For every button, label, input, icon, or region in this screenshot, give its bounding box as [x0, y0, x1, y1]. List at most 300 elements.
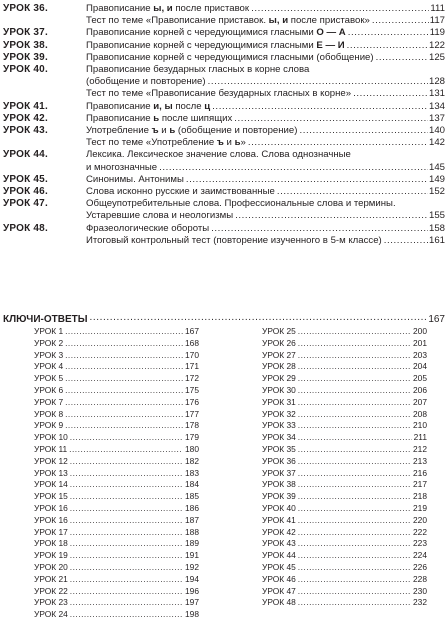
dot-leader [298, 385, 411, 397]
dot-leader [65, 326, 183, 338]
toc-line[interactable] [86, 162, 445, 174]
toc-entry [0, 64, 447, 101]
answer-key-row[interactable] [262, 586, 427, 598]
dot-leader [70, 432, 183, 444]
title-text: Правописание [86, 100, 154, 112]
title-text: после приставок» [288, 15, 370, 27]
toc-line-title [86, 186, 275, 198]
answer-key-page: 213 [413, 455, 427, 466]
dot-leader [298, 479, 411, 491]
answer-key-page: 210 [413, 420, 427, 431]
answer-key-label: УРОК 37 [262, 467, 296, 478]
answer-key-label: УРОК 3 [34, 349, 64, 360]
toc-entry [0, 27, 447, 39]
lesson-number: УРОК 37. [3, 27, 48, 39]
dot-leader [298, 562, 411, 574]
answer-key-row[interactable] [262, 350, 427, 362]
lesson-number: УРОК 42. [3, 112, 48, 124]
toc-line[interactable] [86, 186, 445, 198]
dot-leader [298, 597, 411, 609]
emphasized-letters: ь [234, 137, 241, 149]
answer-key-label: УРОК 6 [34, 384, 64, 395]
lesson-number: УРОК 38. [3, 39, 48, 51]
answer-key-label: УРОК 16 [34, 502, 68, 513]
toc-line[interactable] [86, 64, 445, 76]
toc-line-title [86, 3, 249, 15]
answer-key-page: 175 [185, 384, 199, 395]
answer-key-page: 171 [185, 361, 199, 372]
title-text: Правописание корней с чередующимися гласными [86, 27, 317, 39]
dot-leader [65, 385, 183, 397]
answer-key-row[interactable] [262, 444, 427, 456]
answer-key-row[interactable] [262, 538, 427, 550]
title-text: Синонимы. Антонимы [86, 173, 184, 185]
answer-key-page: 216 [413, 467, 427, 478]
answer-key-page: 168 [185, 337, 199, 348]
answer-key-row[interactable] [262, 597, 427, 609]
answer-key-row[interactable] [262, 491, 427, 503]
lesson-number: УРОК 47. [3, 198, 48, 210]
page-number: 155 [428, 210, 445, 222]
emphasized-letters: ы, и [268, 15, 289, 27]
dot-leader [298, 409, 411, 421]
dot-leader [298, 574, 411, 586]
answer-key-row[interactable] [34, 527, 199, 539]
title-text: Устаревшие слова и неологизмы [86, 210, 234, 222]
toc-line-title [86, 174, 184, 186]
emphasized-letters: ъ [216, 137, 224, 149]
answer-key-page: 183 [185, 467, 199, 478]
answer-key-row[interactable] [34, 361, 199, 373]
toc-line-title [86, 125, 297, 137]
dot-leader [208, 76, 428, 88]
emphasized-letters: ц [204, 100, 211, 112]
lesson-number: УРОК 39. [3, 51, 48, 63]
answer-key-label: УРОК 8 [34, 408, 64, 419]
dot-leader [212, 101, 428, 113]
dot-leader [298, 491, 411, 503]
lesson-number: УРОК 36. [3, 3, 48, 14]
toc-line[interactable] [86, 235, 445, 247]
page-number: 145 [428, 161, 445, 173]
page-number: 152 [428, 185, 445, 197]
answer-key-row[interactable] [34, 468, 199, 480]
title-text: (обобщение и повторение) [86, 76, 206, 88]
title-text: Тест по теме «Употребление [86, 137, 217, 149]
dot-leader [298, 326, 411, 338]
toc-line[interactable] [86, 210, 445, 222]
answer-key-label: УРОК 21 [34, 573, 68, 584]
dot-leader [70, 597, 183, 609]
answer-key-label: УРОК 28 [262, 361, 296, 372]
answer-key-row[interactable] [34, 503, 199, 515]
answer-key-row[interactable] [34, 350, 199, 362]
dot-leader [70, 527, 183, 539]
dot-leader [248, 137, 428, 149]
answer-key-page: 187 [185, 514, 199, 525]
answer-key-row[interactable] [34, 562, 199, 574]
answer-key-row[interactable] [262, 562, 427, 574]
dot-leader [298, 527, 411, 539]
dot-leader [353, 88, 428, 100]
answer-key-label: УРОК 13 [34, 467, 68, 478]
answer-key-page: 204 [413, 361, 427, 372]
answer-key-label: УРОК 20 [34, 561, 68, 572]
dot-leader [159, 162, 428, 174]
answer-key-row[interactable] [34, 432, 199, 444]
dot-leader [298, 586, 411, 598]
answer-key-label: УРОК 26 [262, 337, 296, 348]
answer-key-row[interactable] [34, 397, 199, 409]
answer-key-page: 188 [185, 526, 199, 537]
title-text: и [158, 124, 170, 136]
answer-key-row[interactable] [262, 385, 427, 397]
dot-leader [65, 338, 183, 350]
dot-leader [298, 373, 411, 385]
dot-leader [235, 210, 428, 222]
dot-leader [251, 3, 429, 15]
toc-line-title [86, 88, 351, 100]
answer-key-label: УРОК 34 [262, 432, 296, 443]
dot-leader [234, 113, 428, 125]
page-number: 140 [428, 124, 445, 136]
toc-line-title [86, 101, 210, 113]
answer-key-page: 228 [413, 573, 427, 584]
title-text: Итоговый контрольный тест (повторение изученного в 5-м классе) [86, 234, 382, 246]
answer-key-label: УРОК 46 [262, 573, 296, 584]
answer-key-label: УРОК 22 [34, 585, 68, 596]
toc-line[interactable] [86, 40, 445, 52]
answer-key-page: 232 [413, 597, 427, 608]
answer-key-page: 176 [185, 396, 199, 407]
answer-key-page: 223 [413, 538, 427, 549]
answer-key-page: 200 [413, 326, 427, 336]
answer-key-page: 189 [185, 538, 199, 549]
answer-key-page: 222 [413, 526, 427, 537]
answer-key-page: 178 [185, 420, 199, 431]
answer-key-page: 205 [413, 373, 427, 384]
dot-leader [186, 174, 428, 186]
toc-line-title [86, 113, 232, 125]
dot-leader [347, 40, 428, 52]
answer-key-page: 180 [185, 443, 199, 454]
answer-key-label: УРОК 45 [262, 561, 296, 572]
title-text: Тест по теме «Правописание приставок. [86, 15, 269, 27]
answer-key-row[interactable] [34, 456, 199, 468]
toc-entry [0, 125, 447, 149]
dot-leader [298, 468, 411, 480]
dot-leader [384, 235, 428, 247]
answer-key-row[interactable] [262, 468, 427, 480]
dot-leader [70, 538, 183, 550]
answer-key-page: 224 [413, 550, 427, 561]
toc-line[interactable] [86, 113, 445, 125]
answer-key-page: 182 [185, 455, 199, 466]
page-number: 128 [428, 76, 445, 88]
emphasized-letters: и, ы [153, 100, 173, 112]
answer-key-page: 194 [185, 573, 199, 584]
dot-leader [299, 125, 428, 137]
answer-key-page: 211 [413, 432, 427, 443]
answers-section-page: 167 [428, 314, 445, 325]
answer-key-row[interactable] [262, 456, 427, 468]
dot-leader [211, 223, 428, 235]
answer-key-label: УРОК 23 [34, 597, 68, 608]
toc-entry [0, 186, 447, 198]
answer-key-row[interactable] [262, 479, 427, 491]
toc-line[interactable] [86, 101, 445, 113]
title-text: Правописание безударных гласных в корне слова [86, 63, 310, 75]
title-text: после шипящих [159, 112, 233, 124]
dot-leader [70, 479, 183, 491]
answer-key-label: УРОК 38 [262, 479, 296, 490]
answer-key-row[interactable] [34, 373, 199, 385]
toc-entry [0, 174, 447, 186]
title-text: Правописание корней с чередующимися гласными [86, 39, 317, 51]
toc-line-title [86, 162, 157, 174]
answer-key-label: УРОК 17 [34, 526, 68, 537]
dot-leader [376, 52, 428, 64]
answer-keys-right-column [262, 326, 427, 609]
title-text: после [172, 100, 205, 112]
page-number: 111 [430, 2, 445, 14]
answer-key-row[interactable] [262, 527, 427, 539]
answer-key-label: УРОК 48 [262, 597, 296, 608]
toc-entry [0, 40, 447, 52]
answer-key-label: УРОК 44 [262, 550, 296, 561]
answer-key-label: УРОК 25 [262, 326, 296, 336]
answer-key-row[interactable] [34, 550, 199, 562]
title-text: Правописание [86, 112, 154, 124]
answer-key-row[interactable] [34, 326, 199, 338]
answer-key-label: УРОК 29 [262, 373, 296, 384]
toc-entry [0, 3, 447, 27]
answer-key-label: УРОК 43 [262, 538, 296, 549]
answer-key-row[interactable] [262, 432, 427, 444]
answer-key-label: УРОК 9 [34, 420, 64, 431]
answer-key-label: УРОК 47 [262, 585, 296, 596]
page-number: 117 [429, 15, 445, 27]
toc-line[interactable] [86, 3, 445, 15]
answer-key-label: УРОК 5 [34, 373, 64, 384]
answer-key-label: УРОК 16 [34, 514, 68, 525]
toc-entry [0, 52, 447, 64]
answer-key-page: 186 [185, 502, 199, 513]
answer-key-page: 219 [413, 502, 427, 513]
toc-line-title [86, 235, 382, 247]
toc-line[interactable] [86, 149, 445, 161]
emphasized-letters: ь [169, 124, 176, 136]
answer-key-page: 226 [413, 561, 427, 572]
toc-line-title [86, 40, 345, 52]
answer-key-page: 197 [185, 597, 199, 608]
toc-line-title [86, 64, 309, 76]
answer-key-label: УРОК 35 [262, 443, 296, 454]
answer-key-row[interactable] [34, 574, 199, 586]
answer-key-page: 206 [413, 384, 427, 395]
toc-line-title [86, 15, 370, 27]
answer-key-label: УРОК 36 [262, 455, 296, 466]
answer-key-label: УРОК 15 [34, 491, 68, 502]
answer-key-row[interactable] [262, 397, 427, 409]
answer-key-page: 198 [185, 609, 199, 620]
answer-key-row[interactable] [34, 609, 199, 621]
page-number: 125 [428, 51, 445, 63]
toc-line[interactable] [86, 27, 445, 39]
toc-line[interactable] [86, 76, 445, 88]
answer-key-row[interactable] [34, 420, 199, 432]
answer-key-row[interactable] [34, 597, 199, 609]
answer-key-row[interactable] [262, 338, 427, 350]
answer-key-label: УРОК 1 [34, 326, 64, 336]
dot-leader [65, 350, 183, 362]
answer-key-page: 207 [413, 396, 427, 407]
dot-leader [298, 456, 411, 468]
answer-key-label: УРОК 32 [262, 408, 296, 419]
toc-line-title [86, 149, 351, 161]
answer-key-label: УРОК 10 [34, 432, 68, 443]
answers-section-heading[interactable] [3, 312, 445, 325]
emphasized-letters: О — А [316, 27, 346, 39]
toc-line-title [86, 223, 209, 235]
answer-key-row[interactable] [34, 385, 199, 397]
answer-key-label: УРОК 12 [34, 455, 68, 466]
answer-key-row[interactable] [262, 420, 427, 432]
dot-leader [298, 515, 411, 527]
toc-line[interactable] [86, 52, 445, 64]
dot-leader [298, 338, 411, 350]
page-number: 137 [428, 112, 445, 124]
answer-key-page: 230 [413, 585, 427, 596]
page-number: 134 [428, 100, 445, 112]
answer-key-page: 217 [413, 479, 427, 490]
dot-leader [70, 609, 183, 621]
title-text: » [240, 137, 246, 149]
dot-leader [372, 15, 429, 27]
answer-keys-left-column [34, 326, 199, 621]
page-number: 131 [428, 88, 445, 100]
page-number: 161 [428, 234, 445, 246]
answer-key-page: 196 [185, 585, 199, 596]
answer-key-page: 192 [185, 561, 199, 572]
lesson-number: УРОК 43. [3, 125, 48, 136]
title-text: и многозначные [86, 161, 158, 173]
dot-leader [65, 361, 183, 373]
answer-key-label: УРОК 7 [34, 396, 64, 407]
answer-key-label: УРОК 18 [34, 538, 68, 549]
answer-key-row[interactable] [34, 338, 199, 350]
title-text: Тест по теме «Правописание безударных гласных в корне» [86, 88, 352, 100]
dot-leader [70, 456, 183, 468]
dot-leader [70, 562, 183, 574]
page-number: 119 [429, 27, 445, 39]
dot-leader [277, 186, 428, 198]
answer-key-row[interactable] [262, 373, 427, 385]
answer-key-label: УРОК 2 [34, 337, 64, 348]
toc-line[interactable] [86, 174, 445, 186]
answer-key-row[interactable] [34, 491, 199, 503]
answer-key-label: УРОК 30 [262, 384, 296, 395]
answer-key-label: УРОК 31 [262, 396, 296, 407]
lesson-number: УРОК 44. [3, 149, 48, 161]
answer-key-row[interactable] [262, 361, 427, 373]
answer-key-label: УРОК 24 [34, 609, 68, 620]
page-number: 158 [428, 222, 445, 234]
answer-key-row[interactable] [34, 515, 199, 527]
title-text: Фразеологические обороты [86, 222, 210, 234]
dot-leader [69, 444, 183, 456]
answer-key-row[interactable] [34, 409, 199, 421]
title-text: Употребление [86, 124, 152, 136]
lesson-number: УРОК 46. [3, 186, 48, 197]
toc-line[interactable] [86, 198, 445, 210]
toc-line[interactable] [86, 88, 445, 100]
answer-key-page: 203 [413, 349, 427, 360]
answer-key-page: 208 [413, 408, 427, 419]
dot-leader [298, 350, 411, 362]
toc-entry [0, 198, 447, 222]
page-number: 142 [428, 137, 445, 149]
answer-key-page: 212 [413, 443, 427, 454]
answer-key-row[interactable] [262, 550, 427, 562]
dot-leader [298, 432, 412, 444]
answer-key-label: УРОК 14 [34, 479, 68, 490]
answer-key-row[interactable] [34, 479, 199, 491]
answer-key-row[interactable] [262, 574, 427, 586]
answer-key-label: УРОК 33 [262, 420, 296, 431]
answer-key-page: 172 [185, 373, 199, 384]
answer-key-page: 220 [413, 514, 427, 525]
answer-key-row[interactable] [262, 326, 427, 338]
dot-leader [70, 574, 183, 586]
answer-key-row[interactable] [34, 444, 199, 456]
toc-entry [0, 149, 447, 173]
answer-key-row[interactable] [262, 503, 427, 515]
page-number: 149 [428, 173, 445, 185]
answer-key-row[interactable] [34, 586, 199, 598]
toc-line-title [86, 137, 246, 149]
answer-key-page: 185 [185, 491, 199, 502]
answer-key-label: УРОК 42 [262, 526, 296, 537]
answer-key-label: УРОК 4 [34, 361, 64, 372]
dot-leader [90, 312, 427, 325]
title-text: и [223, 137, 235, 149]
dot-leader [298, 361, 411, 373]
dot-leader [70, 515, 183, 527]
dot-leader [70, 586, 183, 598]
answer-key-row[interactable] [262, 515, 427, 527]
toc-line-title [86, 52, 374, 64]
dot-leader [65, 397, 183, 409]
answer-key-label: УРОК 19 [34, 550, 68, 561]
dot-leader [348, 27, 429, 39]
toc-entry [0, 101, 447, 113]
answer-key-row[interactable] [262, 409, 427, 421]
dot-leader [65, 409, 183, 421]
toc-line[interactable] [86, 137, 445, 149]
toc-line[interactable] [86, 223, 445, 235]
answer-key-page: 218 [413, 491, 427, 502]
toc-line[interactable] [86, 15, 445, 27]
answers-section-title: КЛЮЧИ-ОТВЕТЫ [3, 314, 88, 325]
answer-key-row[interactable] [34, 538, 199, 550]
toc-line[interactable] [86, 125, 445, 137]
toc-entry [0, 223, 447, 247]
lesson-number: УРОК 45. [3, 173, 48, 185]
answer-key-label: УРОК 11 [34, 443, 68, 454]
emphasized-letters: ы, и [153, 2, 173, 14]
answer-key-page: 191 [185, 550, 199, 561]
